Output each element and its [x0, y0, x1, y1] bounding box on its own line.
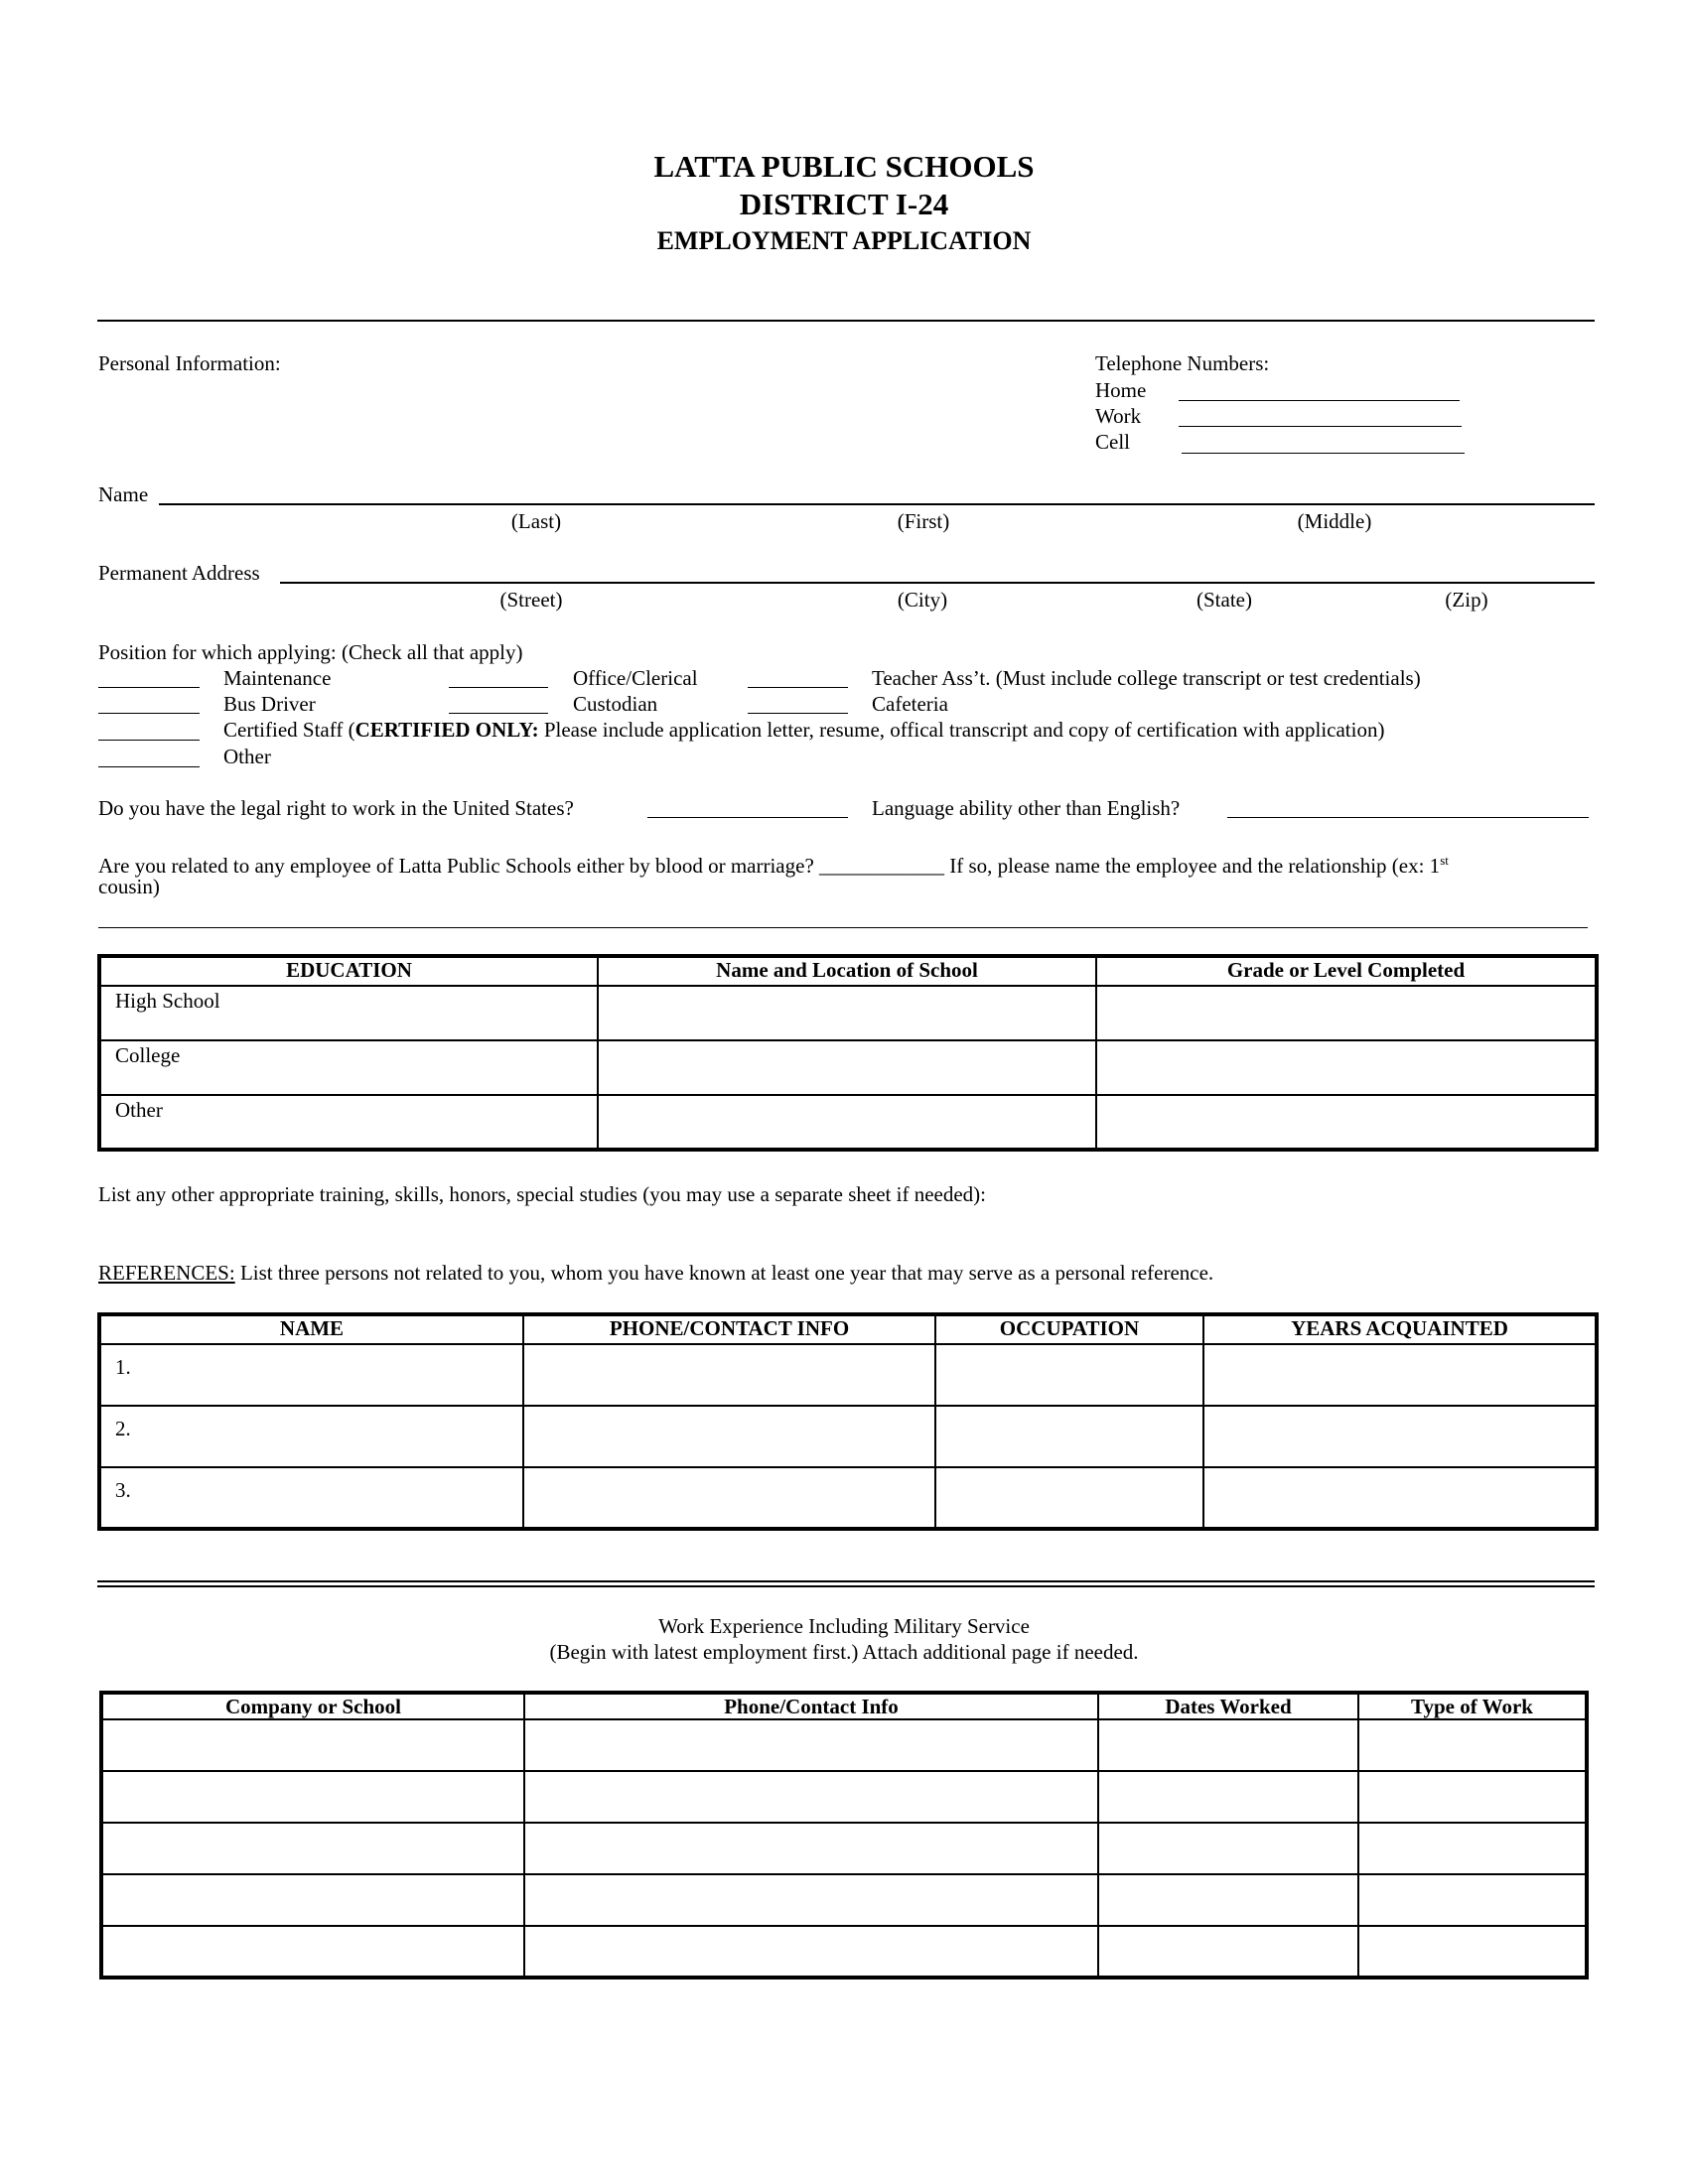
- work-company-header: Company or School: [101, 1693, 524, 1719]
- ref-occupation-header: OCCUPATION: [935, 1314, 1203, 1344]
- education-row-label: College: [115, 1043, 181, 1067]
- reference-row[interactable]: [99, 1467, 523, 1529]
- phone-work-field[interactable]: [1179, 426, 1462, 427]
- work-cell[interactable]: [524, 1874, 1098, 1926]
- education-cell[interactable]: [1096, 1095, 1597, 1150]
- references-table: [97, 1312, 1599, 1531]
- certified-label: [223, 717, 1384, 743]
- cafeteria-label: Cafeteria: [872, 692, 948, 716]
- address-label: Permanent Address: [98, 561, 260, 585]
- reference-cell[interactable]: [935, 1406, 1203, 1467]
- name-middle-caption: (Middle): [1297, 509, 1372, 533]
- work-row[interactable]: [101, 1823, 1587, 1874]
- work-row[interactable]: [101, 1719, 1587, 1771]
- school-name: LATTA PUBLIC SCHOOLS: [653, 149, 1035, 184]
- phone-home-label: Home: [1095, 378, 1147, 402]
- education-row-label: High School: [115, 989, 220, 1013]
- education-row-label: Other: [115, 1098, 163, 1122]
- reference-cell[interactable]: [935, 1344, 1203, 1406]
- work-row[interactable]: [101, 1771, 1587, 1823]
- bus-label: Bus Driver: [223, 692, 316, 716]
- other-label: Other: [223, 745, 271, 768]
- work-cell[interactable]: [1098, 1719, 1358, 1771]
- education-table: [97, 954, 1599, 1152]
- work-cell[interactable]: [524, 1823, 1098, 1874]
- related-question: [98, 848, 1449, 879]
- work-type-header: Type of Work: [1358, 1693, 1587, 1719]
- work-dates-header: Dates Worked: [1098, 1693, 1358, 1719]
- bus-check[interactable]: [98, 713, 200, 714]
- ref-years-header: YEARS ACQUAINTED: [1203, 1314, 1597, 1344]
- work-cell[interactable]: [101, 1719, 524, 1771]
- phone-cell-field[interactable]: [1182, 453, 1465, 454]
- work-cell[interactable]: [1358, 1719, 1587, 1771]
- related-question-cont: cousin): [98, 875, 160, 898]
- reference-cell[interactable]: [1203, 1467, 1597, 1529]
- reference-number: 3.: [115, 1478, 131, 1502]
- work-title: Work Experience Including Military Service: [658, 1614, 1030, 1638]
- address-city-caption: (City): [897, 588, 948, 612]
- header-rule: [97, 320, 1595, 322]
- education-cell[interactable]: [598, 1040, 1096, 1095]
- certified-prefix: Certified Staff (: [223, 718, 355, 742]
- reference-number: 1.: [115, 1355, 131, 1379]
- work-cell[interactable]: [101, 1926, 524, 1978]
- custodian-label: Custodian: [573, 692, 658, 716]
- office-check[interactable]: [449, 687, 548, 688]
- address-street-caption: (Street): [499, 588, 563, 612]
- education-row: [99, 1040, 598, 1095]
- reference-cell[interactable]: [935, 1467, 1203, 1529]
- work-row[interactable]: [101, 1874, 1587, 1926]
- position-label: Position for which applying: (Check all that apply): [98, 640, 523, 664]
- work-cell[interactable]: [1098, 1771, 1358, 1823]
- cafeteria-check[interactable]: [748, 713, 848, 714]
- name-label: Name: [98, 482, 149, 506]
- work-cell[interactable]: [101, 1823, 524, 1874]
- work-table: [99, 1691, 1589, 1979]
- work-cell[interactable]: [524, 1719, 1098, 1771]
- work-cell[interactable]: [524, 1926, 1098, 1978]
- telephone-label: Telephone Numbers:: [1095, 351, 1270, 375]
- work-cell[interactable]: [101, 1874, 524, 1926]
- name-first-caption: (First): [897, 509, 950, 533]
- divider-rule-bottom: [97, 1585, 1595, 1587]
- language-answer[interactable]: [1227, 817, 1589, 818]
- grade-level-header: Grade or Level Completed: [1096, 956, 1597, 986]
- reference-row[interactable]: [99, 1406, 523, 1467]
- certified-bold: CERTIFIED ONLY:: [354, 718, 539, 742]
- name-field[interactable]: [159, 503, 1595, 505]
- certified-check[interactable]: [98, 740, 200, 741]
- references-text: [98, 1260, 1213, 1286]
- address-state-caption: (State): [1196, 588, 1252, 612]
- name-last-caption: (Last): [510, 509, 562, 533]
- personal-info-label: Personal Information:: [98, 351, 281, 375]
- certified-rest: Please include application letter, resume, offical transcript and copy of certification with application): [538, 718, 1385, 742]
- education-cell[interactable]: [1096, 1040, 1597, 1095]
- language-question: Language ability other than English?: [872, 796, 1181, 820]
- work-cell[interactable]: [1098, 1823, 1358, 1874]
- education-row: [99, 1095, 598, 1150]
- training-text: List any other appropriate training, skills, honors, special studies (you may use a separate sheet if needed):: [98, 1182, 986, 1206]
- maintenance-label: Maintenance: [223, 666, 332, 690]
- teacher-label: Teacher Ass’t. (Must include college transcript or test credentials): [872, 666, 1421, 690]
- references-label: REFERENCES:: [98, 1261, 235, 1285]
- education-header: EDUCATION: [99, 956, 598, 986]
- work-cell[interactable]: [101, 1771, 524, 1823]
- phone-work-label: Work: [1095, 404, 1142, 428]
- work-cell[interactable]: [1358, 1926, 1587, 1978]
- education-cell[interactable]: [598, 1095, 1096, 1150]
- related-answer-line[interactable]: [98, 927, 1588, 928]
- legal-answer[interactable]: [647, 817, 848, 818]
- work-cell[interactable]: [1358, 1874, 1587, 1926]
- other-check[interactable]: [98, 766, 200, 767]
- work-cell[interactable]: [1098, 1874, 1358, 1926]
- address-field[interactable]: [280, 582, 1595, 584]
- teacher-check[interactable]: [748, 687, 848, 688]
- address-zip-caption: (Zip): [1445, 588, 1488, 612]
- references-instructions: List three persons not related to you, whom you have known at least one year that may serve as a personal reference.: [234, 1261, 1214, 1285]
- school-name-header: Name and Location of School: [598, 956, 1096, 986]
- reference-cell[interactable]: [523, 1344, 935, 1406]
- work-cell[interactable]: [1358, 1823, 1587, 1874]
- education-row: [99, 986, 598, 1040]
- custodian-check[interactable]: [449, 713, 548, 714]
- maintenance-check[interactable]: [98, 687, 200, 688]
- work-cell[interactable]: [1358, 1771, 1587, 1823]
- reference-cell[interactable]: [523, 1406, 935, 1467]
- reference-cell[interactable]: [523, 1467, 935, 1529]
- office-label: Office/Clerical: [573, 666, 698, 690]
- education-cell[interactable]: [1096, 986, 1597, 1040]
- education-cell[interactable]: [598, 986, 1096, 1040]
- work-cell[interactable]: [524, 1771, 1098, 1823]
- work-phone-header: Phone/Contact Info: [524, 1693, 1098, 1719]
- phone-home-field[interactable]: [1179, 400, 1460, 401]
- legal-question: Do you have the legal right to work in the United States?: [98, 796, 574, 820]
- divider-rule-top: [97, 1580, 1595, 1582]
- ref-phone-header: PHONE/CONTACT INFO: [523, 1314, 935, 1344]
- form-title: EMPLOYMENT APPLICATION: [656, 226, 1032, 255]
- district-name: DISTRICT I-24: [739, 187, 949, 221]
- reference-number: 2.: [115, 1417, 131, 1440]
- work-subtitle: (Begin with latest employment first.) Attach additional page if needed.: [549, 1640, 1139, 1664]
- phone-cell-label: Cell: [1095, 430, 1130, 454]
- ref-name-header: NAME: [99, 1314, 523, 1344]
- work-row[interactable]: [101, 1926, 1587, 1978]
- work-cell[interactable]: [1098, 1926, 1358, 1978]
- related-text: Are you related to any employee of Latta Public Schools either by blood or marriage? ____________ If so, please name the employee and the relationship (ex: 1: [98, 854, 1441, 878]
- reference-cell[interactable]: [1203, 1406, 1597, 1467]
- reference-row[interactable]: [99, 1344, 523, 1406]
- reference-cell[interactable]: [1203, 1344, 1597, 1406]
- related-sup: st: [1440, 853, 1449, 868]
